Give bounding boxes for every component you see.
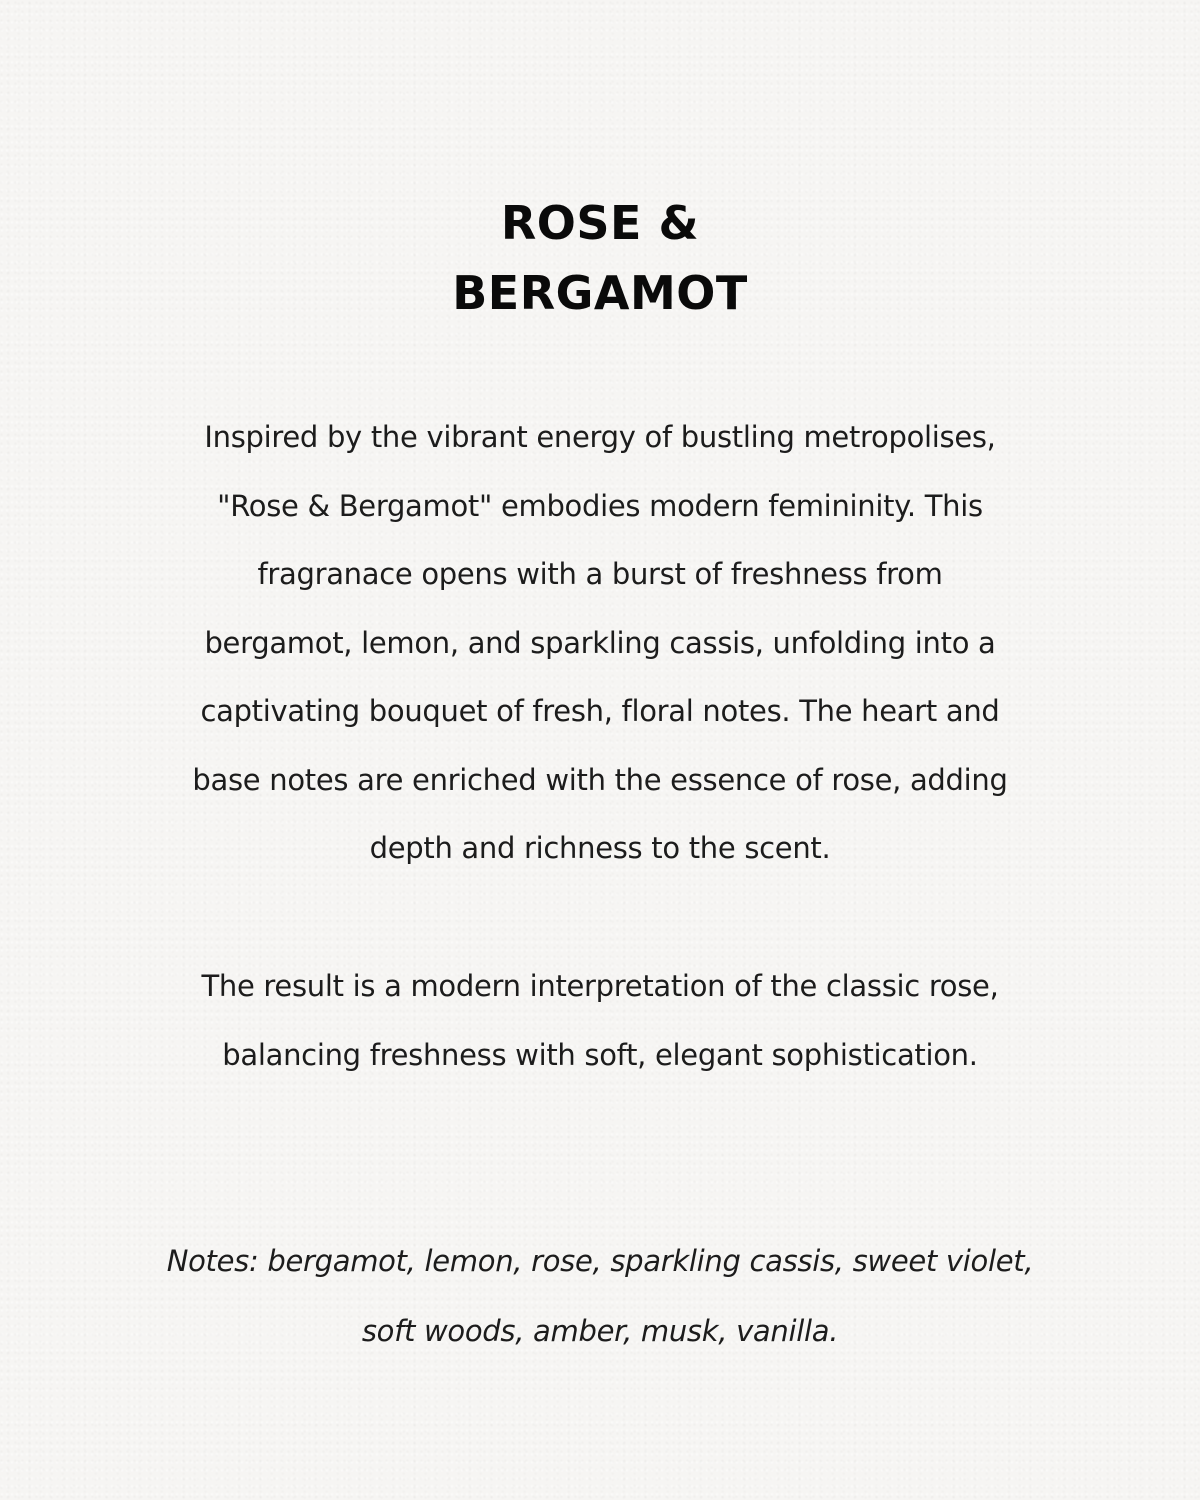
fragrance-title xyxy=(100,188,1100,328)
title-line: ROSE & xyxy=(500,196,700,250)
text-line: base notes are enriched with the essence of rose, adding xyxy=(192,762,1008,797)
summary-paragraph xyxy=(150,952,1050,1089)
text-line: "Rose & Bergamot" embodies modern femininity. This xyxy=(217,488,983,523)
fragrance-notes xyxy=(150,1226,1050,1366)
title-line: BERGAMOT xyxy=(452,266,748,320)
text-line: bergamot, lemon, and sparkling cassis, unfolding into a xyxy=(204,625,996,660)
text-line: captivating bouquet of fresh, floral notes. The heart and xyxy=(200,694,1000,728)
text-line: Inspired by the vibrant energy of bustling metropolises, xyxy=(204,420,996,454)
description-paragraph xyxy=(150,403,1050,883)
text-line: The result is a modern interpretation of the classic rose, xyxy=(201,969,999,1003)
notes-line: Notes: bergamot, lemon, rose, sparkling cassis, sweet violet, xyxy=(166,1244,1034,1278)
text-line: depth and richness to the scent. xyxy=(369,831,831,865)
text-line: fragranace opens with a burst of freshness from xyxy=(257,557,943,591)
notes-line: soft woods, amber, musk, vanilla. xyxy=(361,1314,839,1348)
text-line: balancing freshness with soft, elegant sophistication. xyxy=(222,1037,978,1072)
